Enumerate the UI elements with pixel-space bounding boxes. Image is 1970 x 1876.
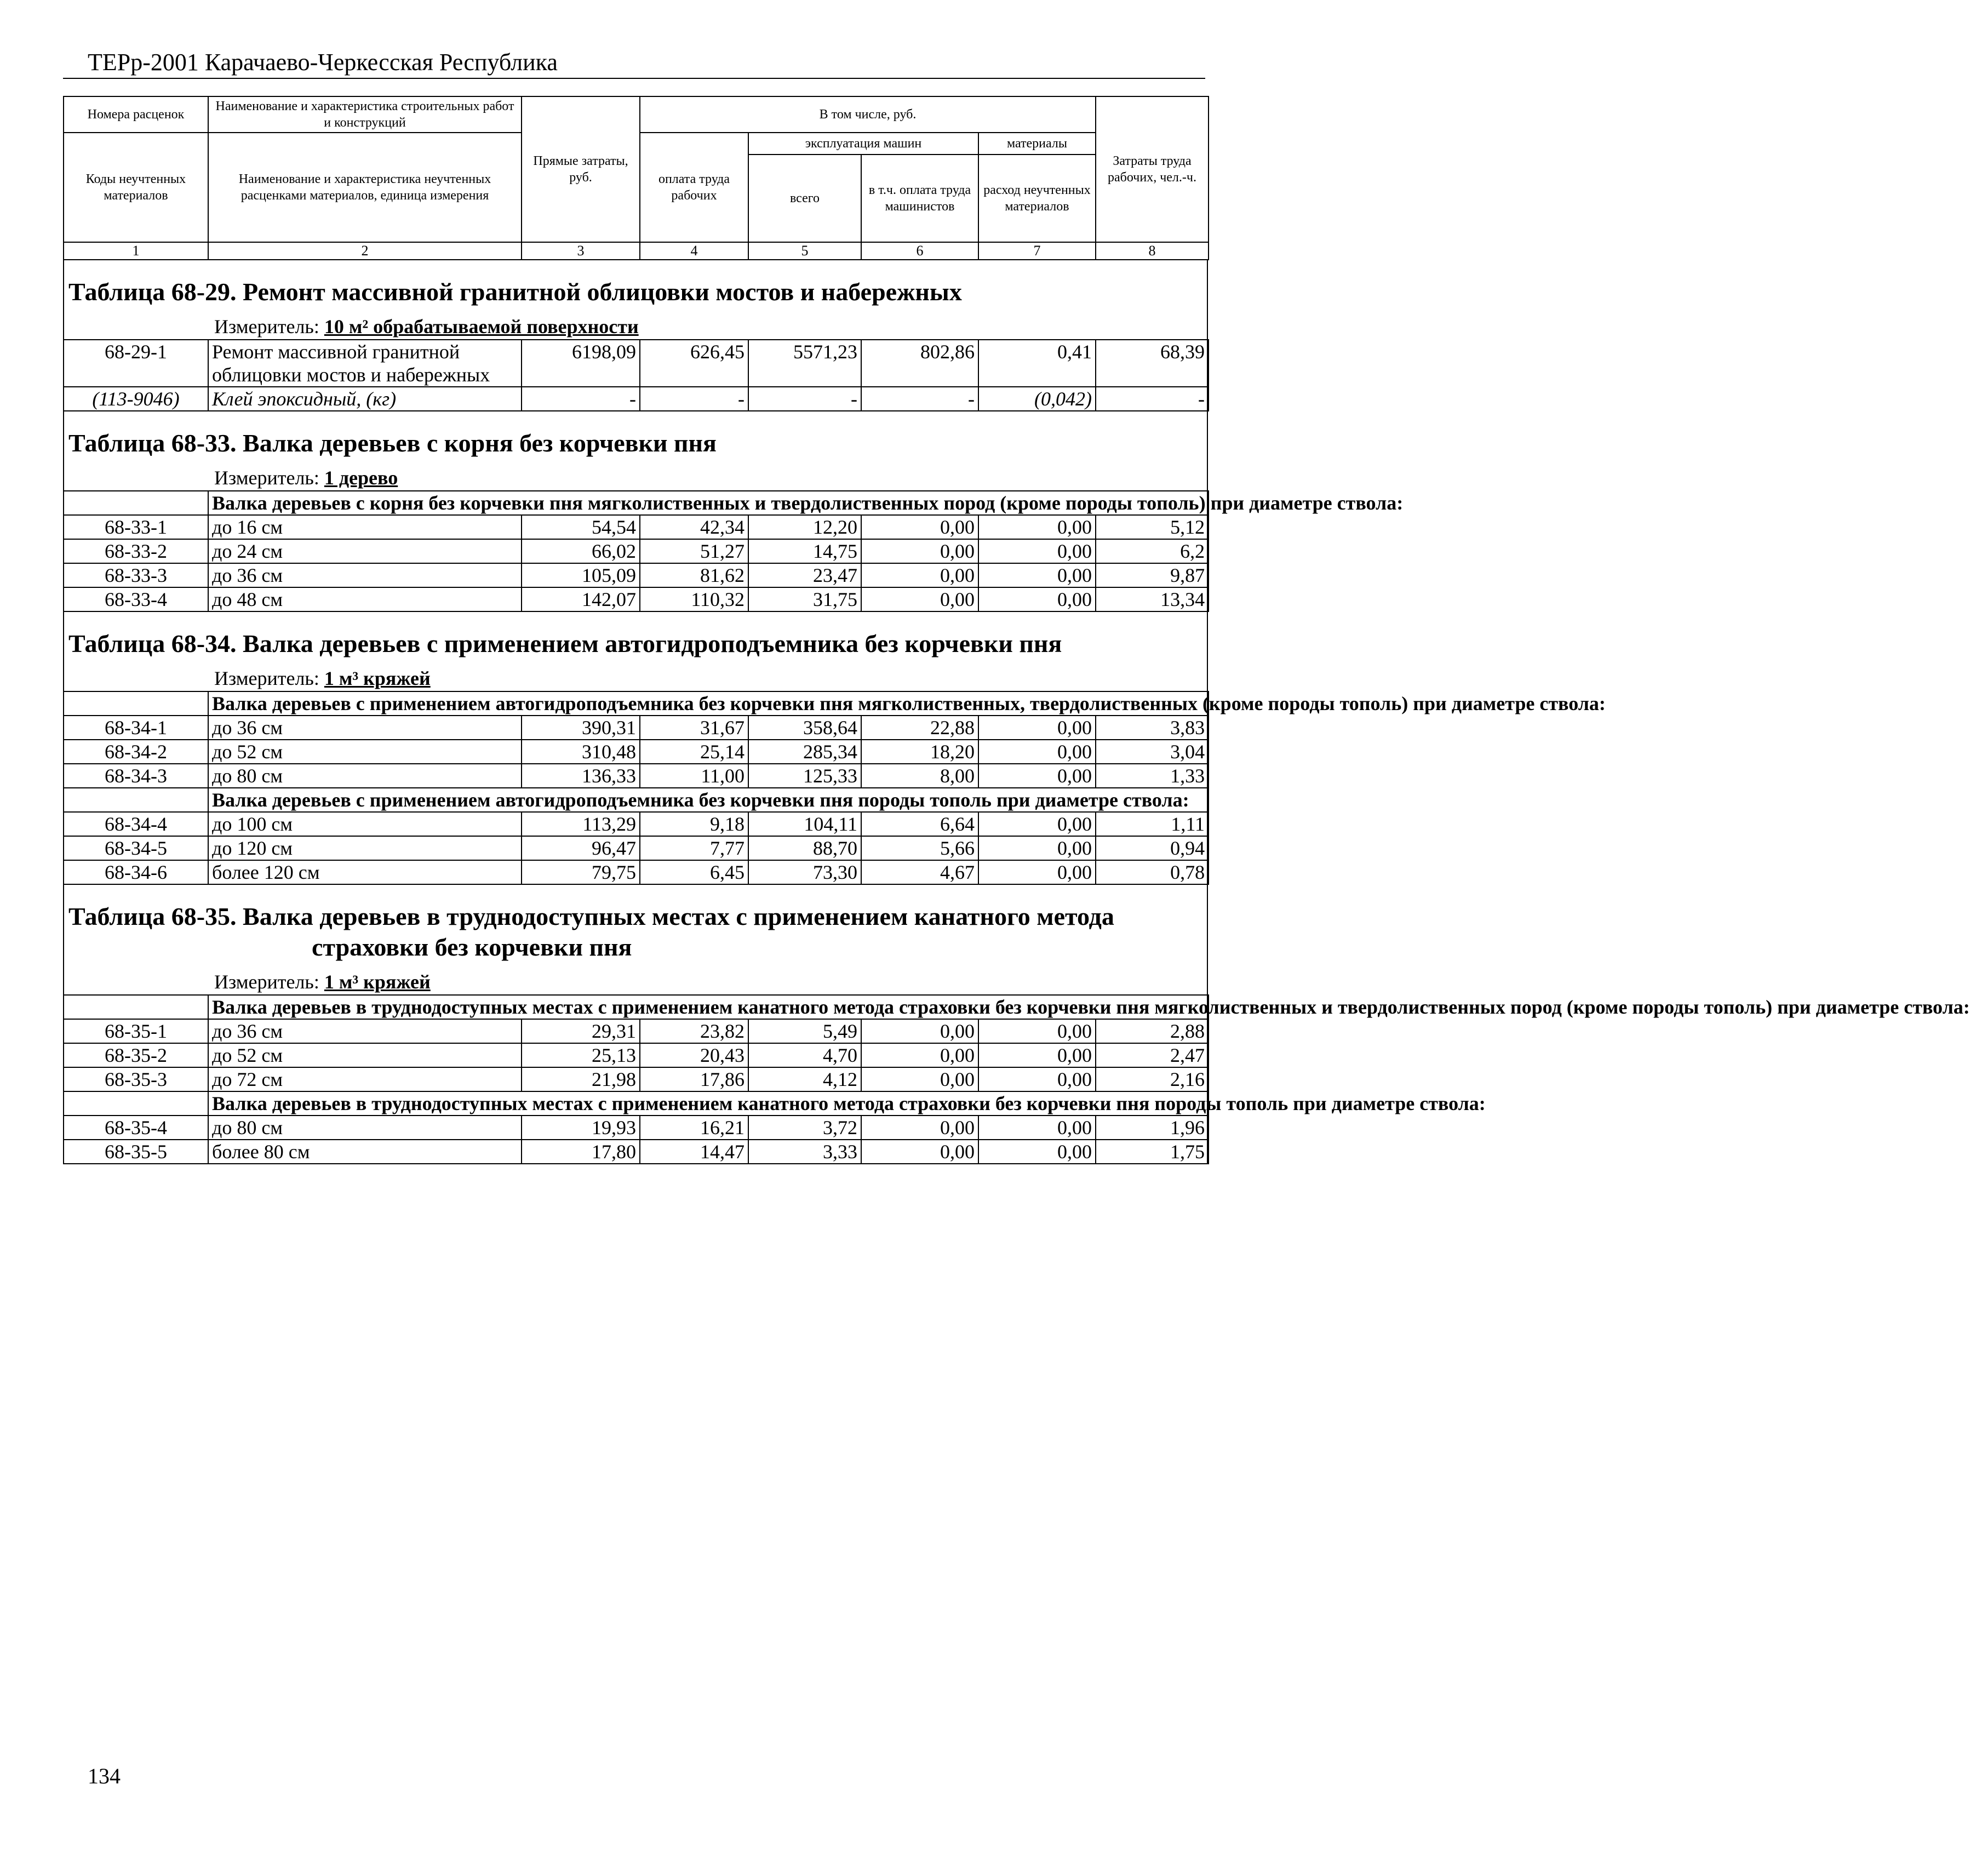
labor-hours: 2,47: [1096, 1043, 1209, 1067]
measure-prefix: Измеритель:: [214, 667, 324, 689]
col8-header: Затраты труда рабочих, чел.-ч.: [1096, 96, 1209, 242]
empty-cell: [64, 491, 208, 515]
work-name: до 16 см: [208, 515, 522, 539]
machine-total: 5571,23: [748, 340, 861, 387]
machine-total: 31,75: [748, 587, 861, 611]
labor-hours: 1,75: [1096, 1140, 1209, 1164]
col2-bottom-header: Наименование и характеристика неучтенных расценками материалов, единица измерения: [208, 133, 522, 242]
section-rows-table: [63, 691, 1606, 885]
direct-cost: 105,09: [522, 563, 640, 587]
group-header-materials: материалы: [978, 133, 1096, 155]
measure-unit: [64, 307, 1207, 339]
material-consumption: 0,00: [978, 812, 1096, 836]
rate-row: [64, 740, 1209, 764]
measure-unit: [64, 659, 1207, 691]
rate-code: 68-33-2: [64, 539, 208, 563]
work-name: до 36 см: [208, 1019, 522, 1043]
group-heading-text: Валка деревьев с применением автогидроподъемника без корчевки пня мягколиственных, твердолиственных (кроме породы тополь) при диаметре ствола:: [208, 691, 1209, 716]
rate-code: (113-9046): [64, 387, 208, 411]
machinist-pay: 802,86: [861, 340, 978, 387]
machinist-pay: 0,00: [861, 563, 978, 587]
rate-row: [64, 1067, 1209, 1091]
group-heading-row: [64, 1091, 1209, 1116]
rate-code: 68-34-2: [64, 740, 208, 764]
measure-value: 10 м² обрабатываемой поверхности: [324, 316, 639, 338]
column-number-row: [64, 242, 1209, 260]
column-number: 3: [522, 242, 640, 260]
machine-total: 3,33: [748, 1140, 861, 1164]
rate-row: [64, 836, 1209, 860]
rate-row: [64, 1019, 1209, 1043]
direct-cost: 136,33: [522, 764, 640, 788]
labor-pay: 14,47: [640, 1140, 748, 1164]
direct-cost: 79,75: [522, 860, 640, 884]
rate-code: 68-35-5: [64, 1140, 208, 1164]
direct-cost: -: [522, 387, 640, 411]
material-consumption: 0,00: [978, 1067, 1096, 1091]
machine-total: 5,49: [748, 1019, 861, 1043]
labor-hours: 0,78: [1096, 860, 1209, 884]
machinist-pay: 0,00: [861, 515, 978, 539]
rate-code: 68-33-1: [64, 515, 208, 539]
section-rows-table: [63, 339, 1209, 411]
empty-cell: [64, 788, 208, 812]
labor-hours: 13,34: [1096, 587, 1209, 611]
empty-cell: [64, 995, 208, 1019]
direct-cost: 113,29: [522, 812, 640, 836]
table-section: [63, 260, 1208, 411]
rate-row: [64, 1116, 1209, 1140]
material-consumption: 0,00: [978, 740, 1096, 764]
machine-total: 285,34: [748, 740, 861, 764]
page-number: 134: [88, 1764, 121, 1788]
work-name: до 52 см: [208, 1043, 522, 1067]
labor-hours: 1,96: [1096, 1116, 1209, 1140]
labor-pay: 17,86: [640, 1067, 748, 1091]
measure-prefix: Измеритель:: [214, 467, 324, 489]
section-title: Таблица 68-34. Валка деревьев с применением автогидроподъемника без корчевки пня: [68, 630, 1062, 657]
rate-code: 68-34-4: [64, 812, 208, 836]
work-name: более 80 см: [208, 1140, 522, 1164]
machine-total: 4,12: [748, 1067, 861, 1091]
group-heading-row: [64, 788, 1209, 812]
labor-pay: 81,62: [640, 563, 748, 587]
work-name: более 120 см: [208, 860, 522, 884]
direct-cost: 21,98: [522, 1067, 640, 1091]
labor-hours: 3,04: [1096, 740, 1209, 764]
labor-hours: 1,11: [1096, 812, 1209, 836]
column-number: 7: [978, 242, 1096, 260]
measure-value: 1 м³ кряжей: [324, 667, 431, 689]
measure-unit: [64, 963, 1207, 994]
direct-cost: 390,31: [522, 716, 640, 740]
work-name: до 80 см: [208, 764, 522, 788]
machinist-pay: 0,00: [861, 539, 978, 563]
empty-cell: [64, 691, 208, 716]
labor-pay: 23,82: [640, 1019, 748, 1043]
rate-row: [64, 340, 1209, 387]
group-heading-text: Валка деревьев в труднодоступных местах с применением канатного метода страховки без корчевки пня мягколиственных и твердолиственных пород (кроме породы тополь) при диаметре ствола:: [208, 995, 1209, 1019]
measure-value: 1 м³ кряжей: [324, 971, 431, 993]
material-consumption: 0,00: [978, 836, 1096, 860]
col1-bottom-header: Коды неучтенных материалов: [64, 133, 208, 242]
table-section: [63, 411, 1404, 612]
rate-row: [64, 716, 1209, 740]
labor-hours: 1,33: [1096, 764, 1209, 788]
machinist-pay: 8,00: [861, 764, 978, 788]
machinist-pay: 4,67: [861, 860, 978, 884]
machine-total: 358,64: [748, 716, 861, 740]
column-number: 5: [748, 242, 861, 260]
labor-hours: 2,88: [1096, 1019, 1209, 1043]
machine-total: -: [748, 387, 861, 411]
work-name: до 52 см: [208, 740, 522, 764]
material-row: [64, 387, 1209, 411]
header-rule: [63, 78, 1205, 79]
rate-row: [64, 1043, 1209, 1067]
machinist-pay: 0,00: [861, 1140, 978, 1164]
group-heading-row: [64, 691, 1209, 716]
rate-row: [64, 587, 1209, 611]
rate-code: 68-34-1: [64, 716, 208, 740]
labor-pay: 9,18: [640, 812, 748, 836]
section-title: Таблица 68-35. Валка деревьев в труднодоступных местах с применением канатного метода: [68, 902, 1114, 930]
section-title: Таблица 68-33. Валка деревьев с корня без корчевки пня: [68, 429, 717, 457]
rate-row: [64, 563, 1209, 587]
rate-code: 68-33-3: [64, 563, 208, 587]
table-section: [63, 885, 1970, 1164]
group-heading-row: [64, 995, 1209, 1019]
machine-total: 104,11: [748, 812, 861, 836]
material-consumption: 0,00: [978, 1019, 1096, 1043]
rate-row: [64, 539, 1209, 563]
material-consumption: 0,00: [978, 764, 1096, 788]
section-title: Таблица 68-29. Ремонт массивной гранитной облицовки мостов и набережных: [68, 278, 962, 306]
work-name: до 120 см: [208, 836, 522, 860]
labor-pay: 20,43: [640, 1043, 748, 1067]
machine-total: 73,30: [748, 860, 861, 884]
sections-container: [63, 260, 1970, 1164]
empty-cell: [64, 1091, 208, 1116]
rate-code: 68-35-4: [64, 1116, 208, 1140]
material-consumption: 0,00: [978, 539, 1096, 563]
labor-pay: 7,77: [640, 836, 748, 860]
machinist-pay: 0,00: [861, 1067, 978, 1091]
labor-hours: 6,2: [1096, 539, 1209, 563]
labor-pay: 6,45: [640, 860, 748, 884]
material-consumption: 0,00: [978, 1043, 1096, 1067]
group-heading-text: Валка деревьев с корня без корчевки пня мягколиственных и твердолиственных пород (кроме породы тополь) при диаметре ствола:: [208, 491, 1209, 515]
machine-total: 12,20: [748, 515, 861, 539]
material-consumption: 0,00: [978, 860, 1096, 884]
machine-total: 4,70: [748, 1043, 861, 1067]
column-number: 1: [64, 242, 208, 260]
rate-row: [64, 860, 1209, 884]
work-name: до 80 см: [208, 1116, 522, 1140]
rate-code: 68-34-3: [64, 764, 208, 788]
labor-hours: 68,39: [1096, 340, 1209, 387]
rate-code: 68-35-3: [64, 1067, 208, 1091]
material-consumption: 0,00: [978, 716, 1096, 740]
machinist-pay: 0,00: [861, 587, 978, 611]
direct-cost: 310,48: [522, 740, 640, 764]
work-name: до 36 см: [208, 563, 522, 587]
labor-pay: -: [640, 387, 748, 411]
labor-pay: 110,32: [640, 587, 748, 611]
col2-top-header: Наименование и характеристика строительных работ и конструкций: [208, 96, 522, 133]
direct-cost: 29,31: [522, 1019, 640, 1043]
work-name: до 24 см: [208, 539, 522, 563]
work-name: до 100 см: [208, 812, 522, 836]
machine-total: 88,70: [748, 836, 861, 860]
rate-code: 68-33-4: [64, 587, 208, 611]
labor-hours: 2,16: [1096, 1067, 1209, 1091]
rate-row: [64, 1140, 1209, 1164]
rate-code: 68-34-6: [64, 860, 208, 884]
labor-hours: 0,94: [1096, 836, 1209, 860]
section-rows-table: [63, 994, 1970, 1164]
direct-cost: 19,93: [522, 1116, 640, 1140]
rate-row: [64, 812, 1209, 836]
col7-header: расход неучтенных материалов: [978, 155, 1096, 242]
material-consumption: 0,00: [978, 1116, 1096, 1140]
machine-total: 14,75: [748, 539, 861, 563]
col3-header: Прямые затраты, руб.: [522, 96, 640, 242]
machinist-pay: 5,66: [861, 836, 978, 860]
work-name: до 48 см: [208, 587, 522, 611]
group-header-including: В том числе, руб.: [640, 96, 1096, 133]
col6-header: в т.ч. оплата труда машинистов: [861, 155, 978, 242]
group-header-machines: эксплуатация машин: [748, 133, 978, 155]
machinist-pay: 0,00: [861, 1019, 978, 1043]
labor-hours: 5,12: [1096, 515, 1209, 539]
direct-cost: 66,02: [522, 539, 640, 563]
work-name: до 72 см: [208, 1067, 522, 1091]
rate-code: 68-35-2: [64, 1043, 208, 1067]
group-heading-text: Валка деревьев в труднодоступных местах с применением канатного метода страховки без корчевки пня породы тополь при диаметре ствола:: [208, 1091, 1209, 1116]
work-name: до 36 см: [208, 716, 522, 740]
work-name: Клей эпоксидный, (кг): [208, 387, 522, 411]
column-number: 4: [640, 242, 748, 260]
labor-pay: 11,00: [640, 764, 748, 788]
rate-row: [64, 515, 1209, 539]
labor-pay: 42,34: [640, 515, 748, 539]
labor-pay: 31,67: [640, 716, 748, 740]
direct-cost: 54,54: [522, 515, 640, 539]
direct-cost: 25,13: [522, 1043, 640, 1067]
rate-row: [64, 764, 1209, 788]
measure-value: 1 дерево: [324, 467, 398, 489]
column-header-table: [63, 96, 1209, 260]
group-heading-row: [64, 491, 1209, 515]
material-consumption: 0,41: [978, 340, 1096, 387]
section-title-line2: страховки без корчевки пня: [312, 933, 632, 961]
column-number: 2: [208, 242, 522, 260]
labor-pay: 51,27: [640, 539, 748, 563]
price-table: [63, 96, 1970, 1164]
work-name: Ремонт массивной гранитной облицовки мостов и набережных: [208, 340, 522, 387]
table-section: [63, 612, 1606, 885]
column-number: 8: [1096, 242, 1209, 260]
section-rows-table: [63, 490, 1404, 612]
rate-code: 68-35-1: [64, 1019, 208, 1043]
machinist-pay: 22,88: [861, 716, 978, 740]
machine-total: 23,47: [748, 563, 861, 587]
col5-header: всего: [748, 155, 861, 242]
machinist-pay: 18,20: [861, 740, 978, 764]
rate-code: 68-34-5: [64, 836, 208, 860]
machine-total: 125,33: [748, 764, 861, 788]
group-heading-text: Валка деревьев с применением автогидроподъемника без корчевки пня породы тополь при диаметре ствола:: [208, 788, 1209, 812]
column-number: 6: [861, 242, 978, 260]
measure-prefix: Измеритель:: [214, 316, 324, 338]
machinist-pay: 0,00: [861, 1043, 978, 1067]
material-consumption: 0,00: [978, 515, 1096, 539]
material-consumption: 0,00: [978, 563, 1096, 587]
labor-pay: 626,45: [640, 340, 748, 387]
labor-hours: 9,87: [1096, 563, 1209, 587]
machinist-pay: -: [861, 387, 978, 411]
machinist-pay: 0,00: [861, 1116, 978, 1140]
material-consumption: 0,00: [978, 1140, 1096, 1164]
rate-code: 68-29-1: [64, 340, 208, 387]
labor-pay: 25,14: [640, 740, 748, 764]
col4-header: оплата труда рабочих: [640, 133, 748, 242]
measure-prefix: Измеритель:: [214, 971, 324, 993]
material-consumption: 0,00: [978, 587, 1096, 611]
direct-cost: 96,47: [522, 836, 640, 860]
document-header-title: ТЕРр-2001 Карачаево-Черкесская Республика: [88, 49, 558, 76]
col1-top-header: Номера расценок: [64, 96, 208, 133]
measure-unit: [64, 459, 1207, 490]
labor-hours: -: [1096, 387, 1209, 411]
direct-cost: 6198,09: [522, 340, 640, 387]
labor-pay: 16,21: [640, 1116, 748, 1140]
labor-hours: 3,83: [1096, 716, 1209, 740]
machinist-pay: 6,64: [861, 812, 978, 836]
machine-total: 3,72: [748, 1116, 861, 1140]
direct-cost: 142,07: [522, 587, 640, 611]
material-consumption: (0,042): [978, 387, 1096, 411]
direct-cost: 17,80: [522, 1140, 640, 1164]
